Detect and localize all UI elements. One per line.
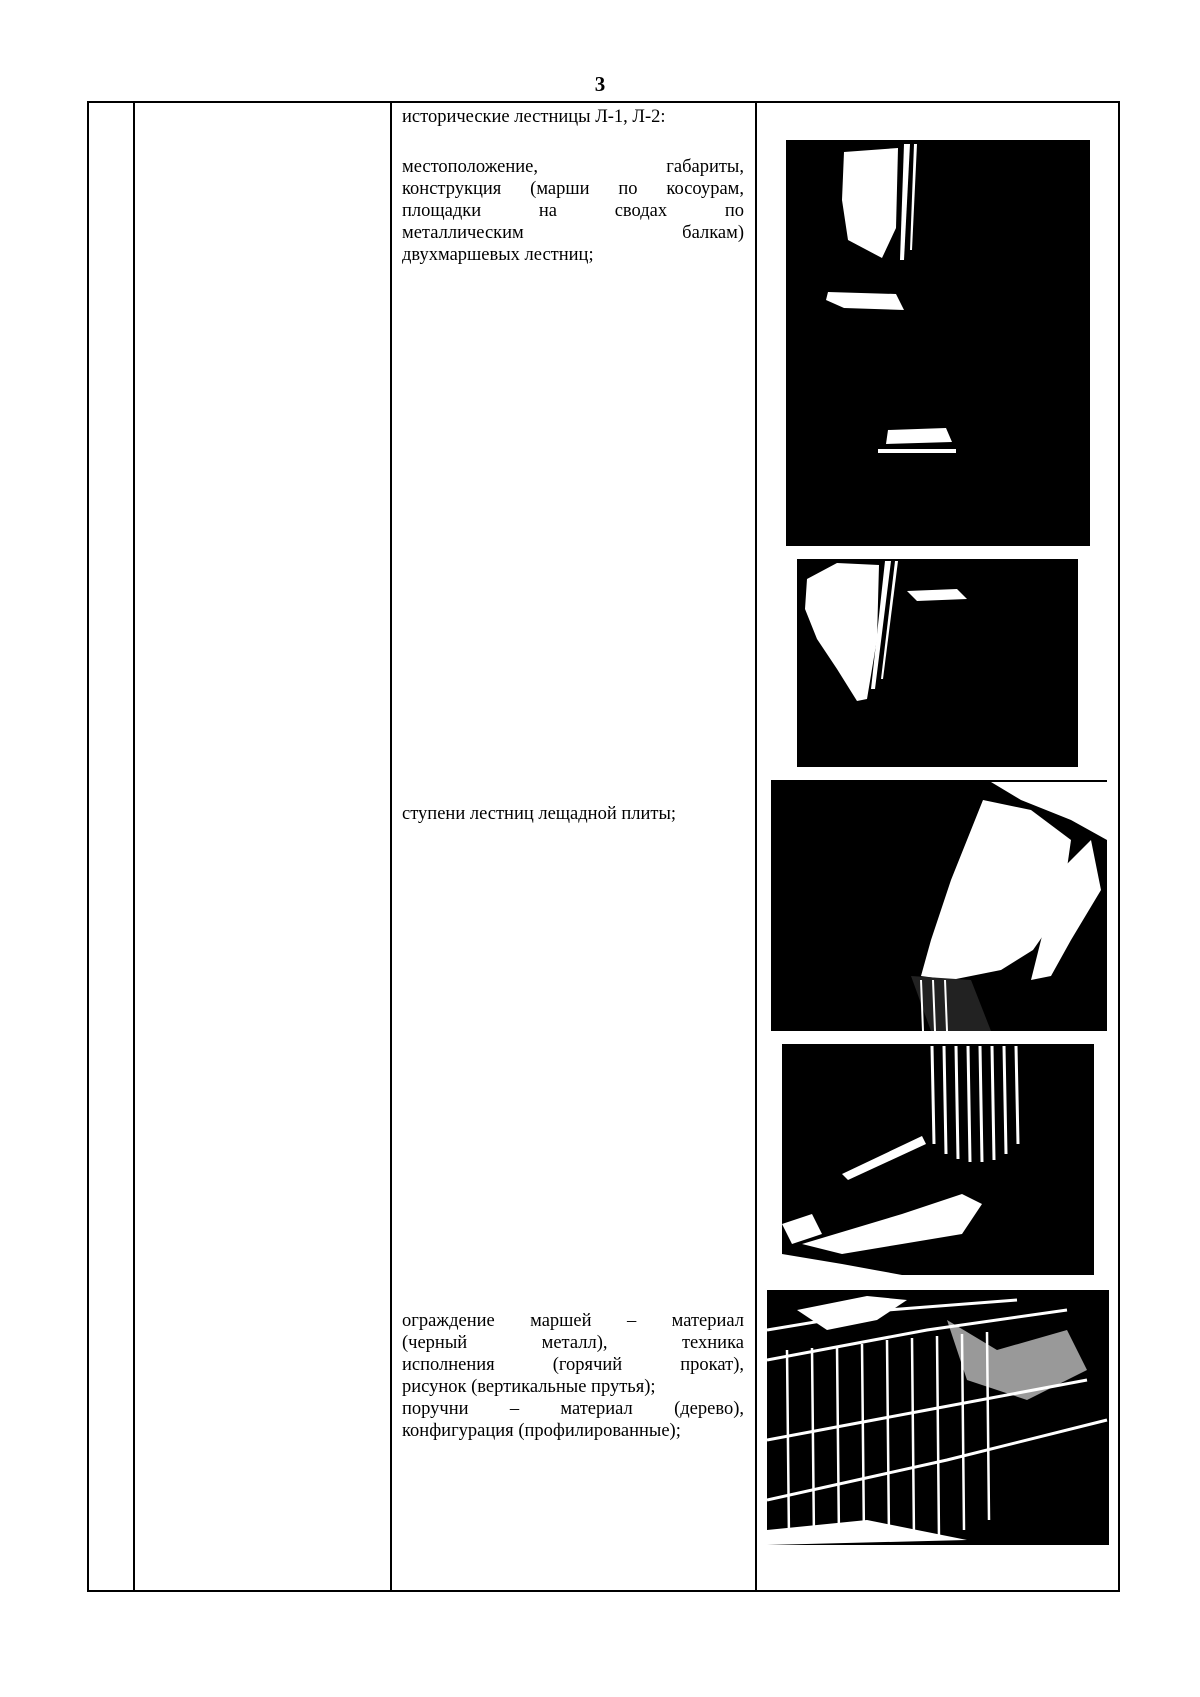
column-divider-3 — [755, 101, 757, 1592]
item-stair-steps: ступени лестниц лещадной плиты; — [402, 804, 677, 824]
text-line: конструкция (марши по косоурам, — [402, 179, 744, 199]
photo-icon — [786, 140, 1090, 546]
text-line: исполнения (горячий прокат), — [402, 1355, 744, 1375]
photo-icon — [797, 559, 1078, 767]
item-staircase-layout — [402, 156, 744, 266]
column-divider-1 — [133, 101, 135, 1592]
photo-icon — [771, 780, 1107, 1031]
section-heading: исторические лестницы Л-1, Л-2: — [402, 107, 666, 127]
staircase-photo-1 — [786, 140, 1090, 546]
photo-icon — [767, 1290, 1109, 1545]
text-line: местоположение, габариты, — [402, 157, 744, 177]
railing-photo — [767, 1290, 1109, 1545]
text-line: ограждение маршей – материал — [402, 1311, 744, 1331]
text-line: металлическим балкам) — [402, 223, 744, 243]
page-number: 3 — [594, 72, 606, 96]
item-railing — [402, 1310, 744, 1442]
photo-icon — [782, 1044, 1094, 1275]
text-line: (черный металл), техника — [402, 1333, 744, 1353]
text-line: площадки на сводах по — [402, 201, 744, 221]
text-line: поручни – материал (дерево), — [402, 1399, 744, 1419]
stair-steps-photo-1 — [771, 780, 1107, 1031]
stair-steps-photo-2 — [782, 1044, 1094, 1275]
text-line: рисунок (вертикальные прутья); — [402, 1377, 656, 1397]
staircase-photo-2 — [797, 559, 1078, 767]
text-line: двухмаршевых лестниц; — [402, 245, 594, 265]
column-divider-2 — [390, 101, 392, 1592]
text-line: конфигурация (профилированные); — [402, 1421, 681, 1441]
